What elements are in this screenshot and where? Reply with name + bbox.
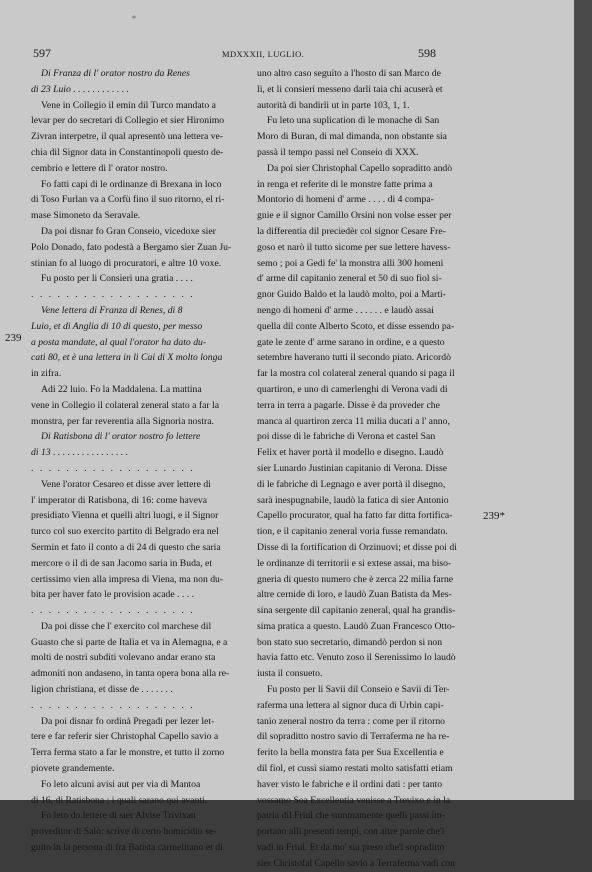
text-line: in zifra. <box>31 368 62 380</box>
text-line: gneria di questo numero che è zerca 22 milia farne <box>257 573 454 585</box>
text-line: nengo di homeni d' arme . . . . . . e laudò assai <box>257 304 434 316</box>
text-line: dil sopraditto nostro savio di Terraferma ne ha re- <box>257 731 450 743</box>
left-column <box>31 66 258 856</box>
text-line: Di Franza di l' orator nostro da Renes <box>41 68 190 79</box>
text-line: . . . . . . . . . . . . . . . . . . . <box>31 699 195 711</box>
text-line: Vene lettera di Franza di Renes, di 8 <box>41 304 183 316</box>
text-line: raferma una lettera al signor duca di Urbin capi- <box>257 699 444 711</box>
text-line: levar per do secretari di Collegio et sier Hironimo <box>31 115 225 127</box>
text-line: lì, et li consieri messeno darli taia chi acuserà et <box>257 83 443 95</box>
text-line: stinian fo al luogo di procuratori, e altre 10 voxe. <box>31 257 222 269</box>
text-line: vadi in Friul. Et da mo' sia preso che'l sopraditto <box>257 842 445 854</box>
text-line: patria dil Friul che summamente quelli passi im- <box>257 810 446 822</box>
text-line: Fo leto do lettere di sier Alvise Trivixan <box>41 810 196 822</box>
text-line: Felix et haver portà il modello e disegno. Laudò <box>257 447 444 459</box>
text-line: Fo leto alcuni avisi aut per via di Mantoa <box>41 778 201 790</box>
text-line: Fo fatti capi di le ordinanze di Brexana in loco <box>41 178 222 190</box>
text-line: portano alli presenti tempi, con altre parole che'l <box>257 826 445 838</box>
text-line: setembre haverano tutti il secondo piato. Aricordò <box>257 352 451 364</box>
text-line: Montorio di homeni d' arme . . . . di 4 compa- <box>257 194 434 206</box>
text-line: turco col suo exercito partito di Belgrado era nel <box>31 526 219 538</box>
text-line: Luio, et di Anglia di 10 di questo, per messo <box>31 320 203 332</box>
text-line: gate le zente d' arme sarano in ordine, e a questo <box>257 336 445 348</box>
text-line: Da poi disnar fo ordinà Pregadi per lezer let- <box>41 715 215 727</box>
right-column <box>257 66 480 872</box>
text-line: in renga et referite di le monstre fatte prima a <box>257 178 433 190</box>
text-line: di 23 Luio . . . . . . . . . . . . <box>31 83 129 95</box>
text-line: terra in terra a pagarle. Disse è da proveder che <box>257 399 440 411</box>
text-line: Zivran interpetre, il qual apresentò una lettera ve- <box>31 131 224 143</box>
text-line: haver visto le fabriche e il ordini dati : per tanto <box>257 778 443 790</box>
text-line: di 13 . . . . . . . . . . . . . . . . <box>31 447 129 459</box>
text-line: Terra ferma stato a far le monstre, et tutto il zorno <box>31 747 225 759</box>
text-line: a posta mandate, al qual l'orator ha dato du- <box>31 336 207 348</box>
page-mark: * <box>132 14 136 23</box>
text-line: semo ; poi a Gedi fe' la monstra alli 300 homeni <box>257 257 444 269</box>
text-line: chia dil Signor data in Constantinopoli questo de- <box>31 146 224 158</box>
text-line: la differentia dil preciedèr col signor Cesare Fre- <box>257 225 446 237</box>
text-line: altre cernide di loro, e laudò Zuan Batista da Mes- <box>257 589 452 601</box>
text-line: sima pratica a questo. Laudò Zuan Francesco Otto- <box>257 620 455 632</box>
text-line: tion, e il capitanio zeneral voria fusse remandato. <box>257 526 448 538</box>
text-line: autorità di bandirli ut in parte 103, 1, 1. <box>257 99 410 111</box>
text-line: Guasto che si parte de Italia et va in Alemagna, e a <box>31 636 228 648</box>
text-line: Da poi sier Christophal Capello sopraditto andò <box>267 162 453 174</box>
text-line: tanio zeneral nostro da terra : come per il ritorno <box>257 715 446 727</box>
text-line: molti de nostri subditi volevano andar erano sta <box>31 652 216 664</box>
page-number-right: 598 <box>418 46 436 60</box>
text-line: sier Lunardo Justinian capitanio di Verona. Disse <box>257 462 448 474</box>
text-line: Moro di Buran, di mal dimanda, non obstante sia <box>257 131 447 143</box>
text-line: poi disse di le fabriche di Verona et castel San <box>257 431 436 443</box>
text-line: quartiron, e uno di camerlenghi di Verona vadi di <box>257 383 448 395</box>
text-line: cembrio e lettere di l' orator nostro. <box>31 162 168 174</box>
text-line: sarà inespugnabile, laudò la fatica di sier Antonio <box>257 494 449 506</box>
text-line: tere e far referir sier Christophal Capello savio a <box>31 731 219 743</box>
text-line: havia fatto etc. Venuto zoso il Serenissimo lo laudò <box>257 652 456 664</box>
text-line: gnor Guido Baldo et la laudò molto, poi a Marti- <box>257 289 446 301</box>
text-line: manca al quartiron zerca 11 milia ducati a l' anno, <box>257 415 450 427</box>
text-line: . . . . . . . . . . . . . . . . . . . <box>31 462 195 474</box>
text-line: Fu posto per li Savii dil Conseio e Savii di Ter- <box>267 684 450 696</box>
text-line: Disse di la fortification di Orzinuovi; et disse poi di <box>257 541 457 553</box>
text-line: di le fabriche di Legnago e aver portà il disegno, <box>257 478 446 490</box>
text-line: cati 80, et è una lettera in li Cai di X molto longa <box>31 352 223 364</box>
text-line: Capello procurator, qual ha fatto far ditta fortifica- <box>257 510 453 522</box>
text-line: Di Ratisbona di l' orator nostro fo lettere <box>41 431 201 443</box>
text-line: Vene l'orator Cesareo et disse aver lettere di <box>41 478 211 490</box>
text-line: admoniti non andaseno, in tanta opera bona alla re- <box>31 668 230 680</box>
running-title: MDXXXII, LUGLIO. <box>222 49 305 59</box>
text-line: Fu leto una suplication di le monache di San <box>267 115 440 127</box>
text-line: dil fiol, et cussì siamo restati molto satisfatti etiam <box>257 763 453 775</box>
text-line: mercore o il di de san Jacomo saria in Buda, et <box>31 557 213 569</box>
text-line: goso et narò il tutto sicome per sue lettere havess- <box>257 241 451 253</box>
text-line: Da poi disse che l' exercito col marchese dil <box>41 620 212 632</box>
text-line: presidiato Vienna et quelli altri luogi, e il Signor <box>31 510 219 522</box>
text-line: iusta il consueto. <box>257 668 323 680</box>
text-line: di Toso Furlan va a Corfù fino il suo ritorno, el ri- <box>31 194 225 206</box>
margin-number-left: 239 <box>5 332 22 344</box>
text-line: l' imperator di Ratisbona, di 16: come haveva <box>31 494 208 506</box>
text-line: gnie e il signor Camillo Orsini non volse esser per <box>257 210 452 222</box>
text-line: Sermin et fato il conto a di 24 di questo che saria <box>31 541 221 553</box>
margin-number-right: 239* <box>483 510 505 522</box>
text-line: mase Simoneto da Seravale. <box>31 210 141 222</box>
text-line: sina sergente dil capitanio zeneral, qual ha grandis- <box>257 605 456 617</box>
text-line: certissimo vien alla impresa di Viena, ma non du- <box>31 573 224 585</box>
text-line: vossamo Soa Excellentia venisse a Trevixo e in la <box>257 794 451 806</box>
text-line: guito in la persona di fra Batista carmelitano et di <box>31 842 223 854</box>
text-line: Da poi disnar fo Gran Conseio, vicedoxe sier <box>41 225 216 237</box>
text-line: vene in Collegio il colateral zeneral stato a far la <box>31 399 220 411</box>
page-number-left: 597 <box>33 46 51 60</box>
text-line: far la mostra col colateral zeneral quando si paga il <box>257 368 455 380</box>
text-line: uno altro caso seguito a l'hosto di san Marco de <box>257 68 441 79</box>
text-line: Adi 22 luio. Fo la Maddalena. La mattina <box>41 383 202 395</box>
text-line: bita per haver fato le provision acade . . . . <box>31 589 195 601</box>
text-line: Fu posto per li Consieri una gratia . . . . <box>41 273 193 285</box>
page-edge <box>574 0 592 800</box>
text-line: ferito la bella monstra fata per Sua Excellentia e <box>257 747 444 759</box>
text-line: le ordinanze di territorii e si extese assai, ma biso- <box>257 557 452 569</box>
text-line: di 16, di Ratisbona ; i quali sarano qui avanti. <box>31 794 208 806</box>
text-line: monstra, per far reverentia alla Signoria nostra. <box>31 415 214 427</box>
text-line: piovete grandemente. <box>31 763 115 775</box>
text-line: sier Christofal Capello savio a Terraferma vadi con <box>257 857 455 869</box>
text-line: quella dil conte Alberto Scoto, et disse essendo pa- <box>257 320 455 332</box>
text-line: d' arme dil capitanio zeneral et 50 di suo fiol si- <box>257 273 442 285</box>
text-line: proveditor di Salò: scrive di certo homicidio se- <box>31 826 217 838</box>
text-line: passà il tempo passi nel Conseio di XXX. <box>257 146 419 158</box>
text-line: Polo Donado, fato podestà a Bergamo sier Zuan Ju- <box>31 241 232 253</box>
text-line: bon stato suo secretario, dimandò perdon si non <box>257 636 443 648</box>
text-line: . . . . . . . . . . . . . . . . . . . <box>31 289 195 301</box>
text-line: . . . . . . . . . . . . . . . . . . . <box>31 605 195 617</box>
text-line: Vene in Collegio il emin dil Turco mandato a <box>41 99 216 111</box>
text-line: ligion christiana, et disse de . . . . . . . <box>31 684 173 696</box>
